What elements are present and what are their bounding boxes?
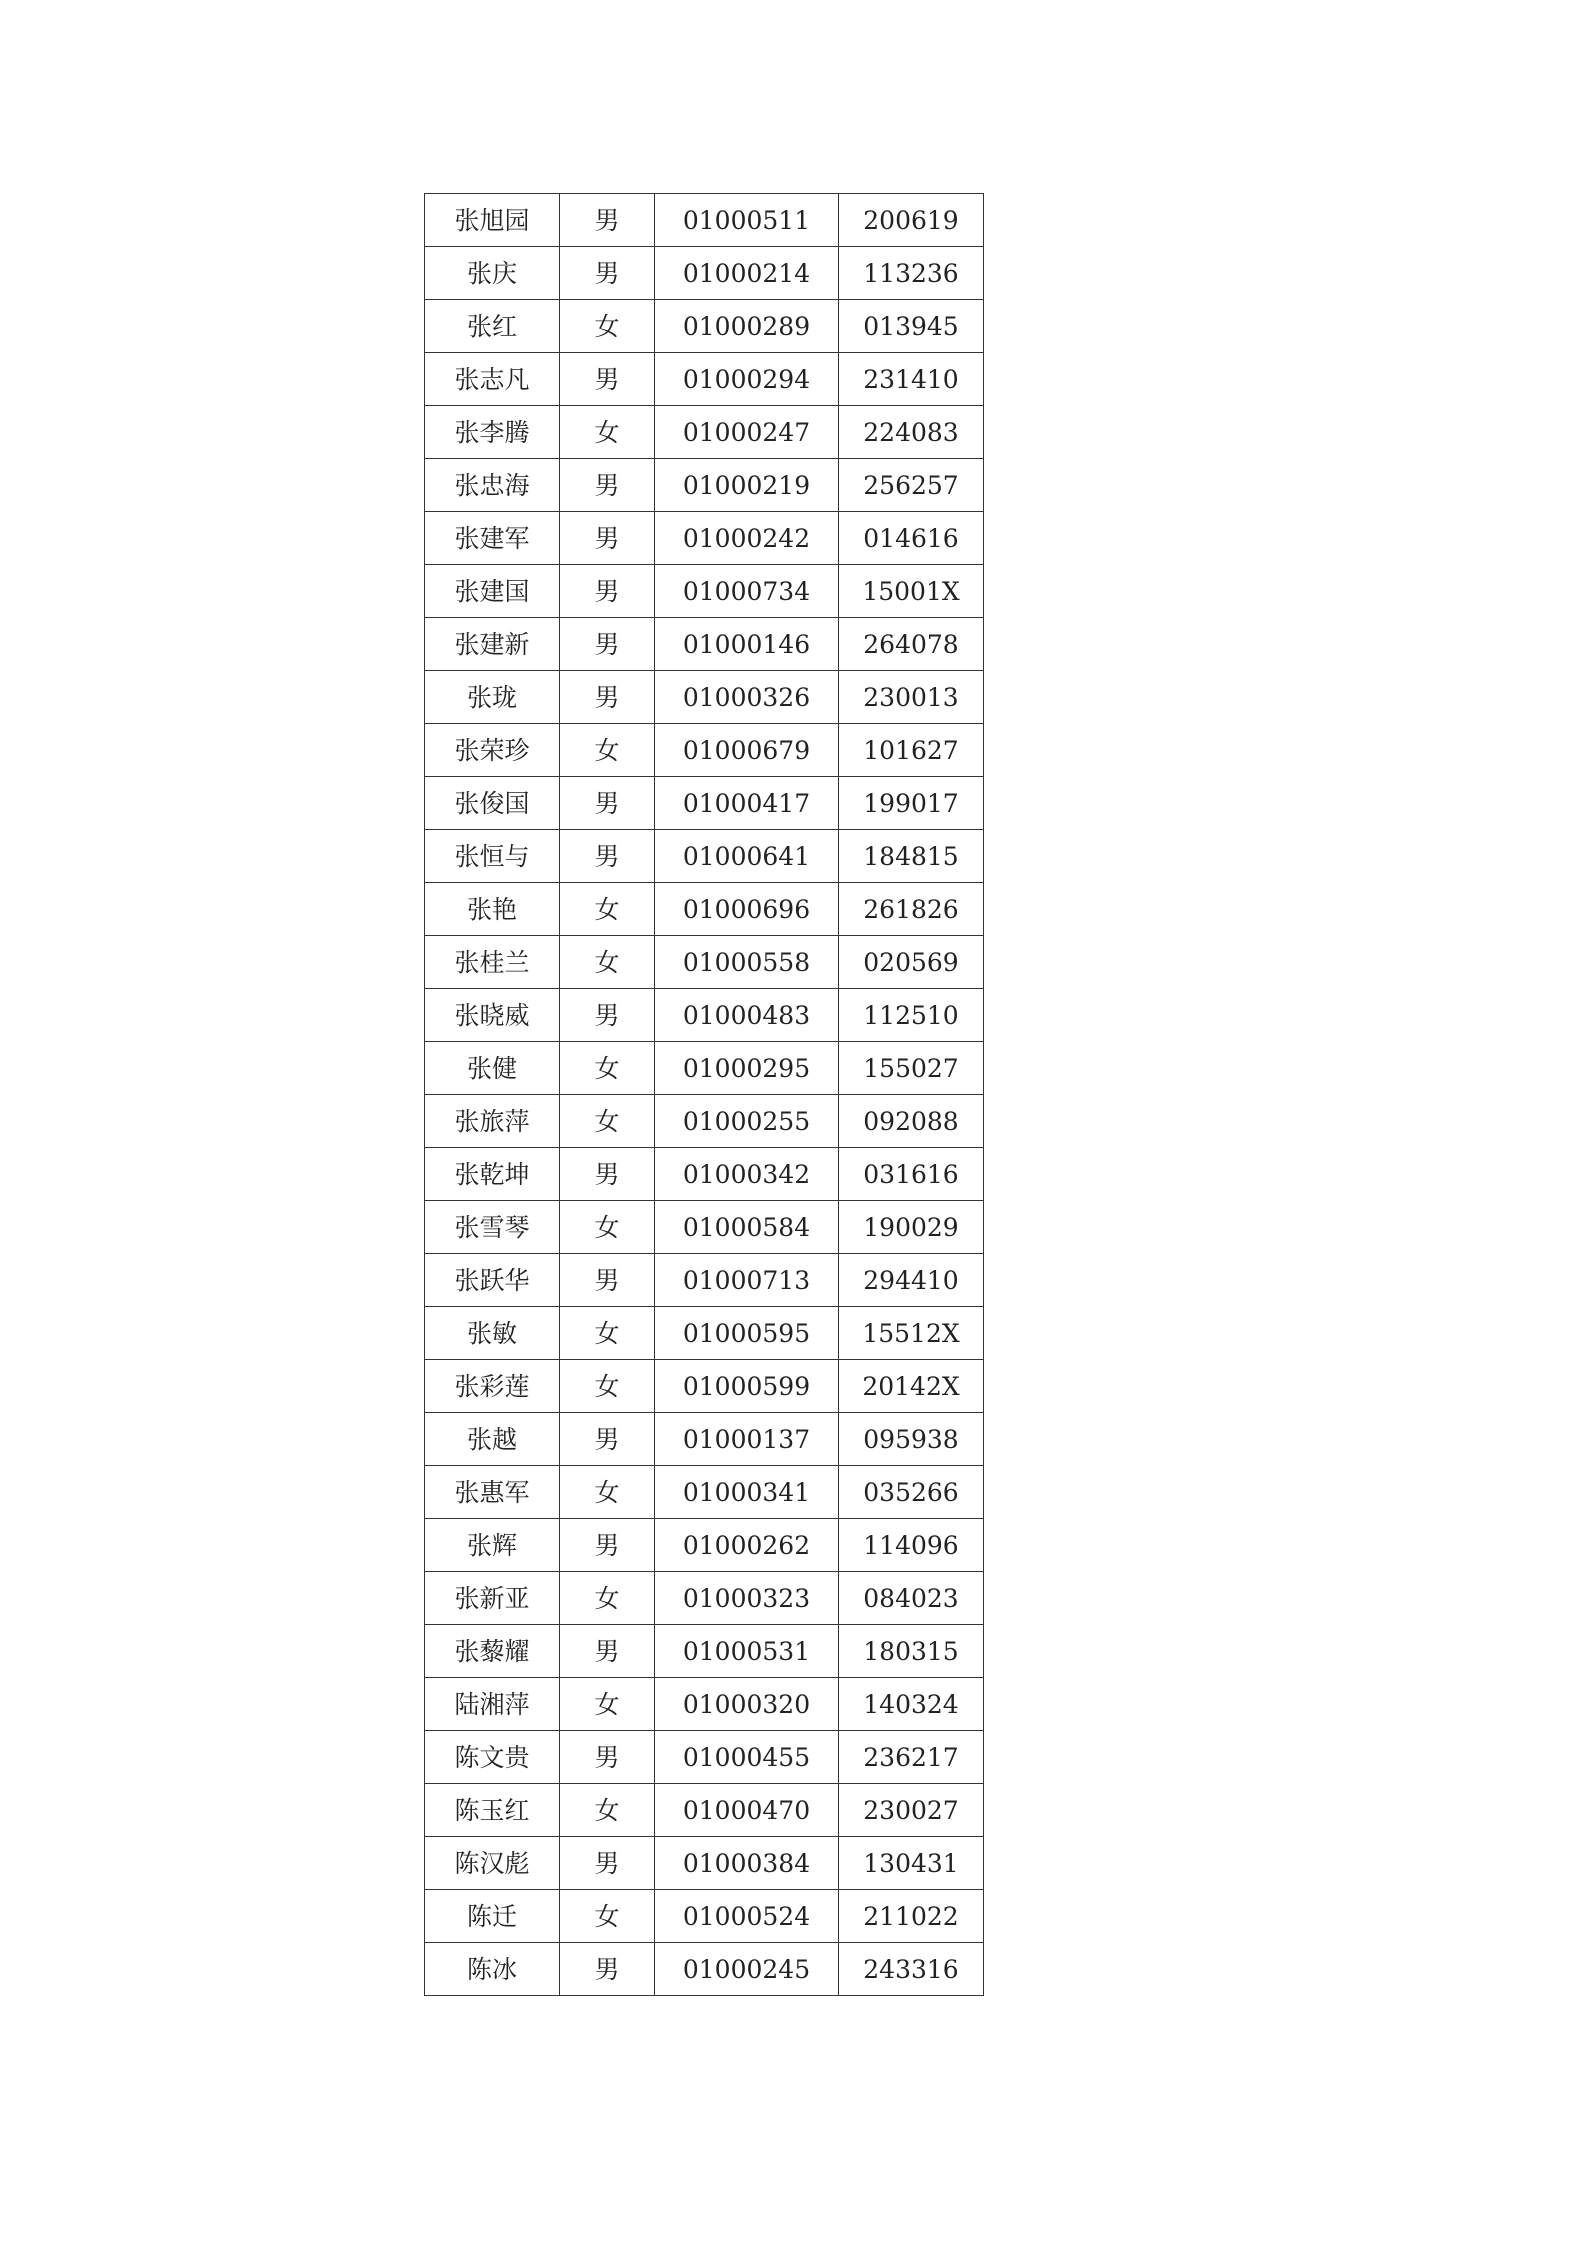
gender-cell: 女 — [560, 1890, 655, 1943]
name-cell: 陈汉彪 — [425, 1837, 560, 1890]
code-cell: 113236 — [839, 247, 984, 300]
table-row — [425, 406, 984, 459]
name-cell: 张新亚 — [425, 1572, 560, 1625]
name-cell: 张忠海 — [425, 459, 560, 512]
gender-cell: 男 — [560, 459, 655, 512]
gender-cell: 女 — [560, 724, 655, 777]
name-cell: 张建国 — [425, 565, 560, 618]
table-row — [425, 1678, 984, 1731]
gender-cell: 女 — [560, 1466, 655, 1519]
name-cell: 张庆 — [425, 247, 560, 300]
number-cell: 01000214 — [655, 247, 839, 300]
code-cell: 15512X — [839, 1307, 984, 1360]
name-cell: 张乾坤 — [425, 1148, 560, 1201]
gender-cell: 女 — [560, 1572, 655, 1625]
table-row — [425, 459, 984, 512]
gender-cell: 男 — [560, 830, 655, 883]
gender-cell: 男 — [560, 777, 655, 830]
name-cell: 陈迁 — [425, 1890, 560, 1943]
table-row — [425, 936, 984, 989]
name-cell: 张恒与 — [425, 830, 560, 883]
number-cell: 01000294 — [655, 353, 839, 406]
name-cell: 张珑 — [425, 671, 560, 724]
gender-cell: 女 — [560, 1042, 655, 1095]
table-row — [425, 989, 984, 1042]
table-row — [425, 512, 984, 565]
table-row — [425, 1413, 984, 1466]
name-cell: 张晓威 — [425, 989, 560, 1042]
code-cell: 264078 — [839, 618, 984, 671]
gender-cell: 女 — [560, 1360, 655, 1413]
code-cell: 230027 — [839, 1784, 984, 1837]
name-cell: 张健 — [425, 1042, 560, 1095]
gender-cell: 女 — [560, 1784, 655, 1837]
name-cell: 陆湘萍 — [425, 1678, 560, 1731]
table-row — [425, 565, 984, 618]
number-cell: 01000713 — [655, 1254, 839, 1307]
table-row — [425, 1837, 984, 1890]
table-row — [425, 300, 984, 353]
name-cell: 陈玉红 — [425, 1784, 560, 1837]
number-cell: 01000531 — [655, 1625, 839, 1678]
name-cell: 张旭园 — [425, 194, 560, 247]
name-cell: 张建新 — [425, 618, 560, 671]
code-cell: 092088 — [839, 1095, 984, 1148]
name-cell: 陈冰 — [425, 1943, 560, 1996]
gender-cell: 男 — [560, 989, 655, 1042]
table-row — [425, 1572, 984, 1625]
gender-cell: 男 — [560, 671, 655, 724]
table-row — [425, 883, 984, 936]
name-cell: 张建军 — [425, 512, 560, 565]
gender-cell: 男 — [560, 565, 655, 618]
code-cell: 095938 — [839, 1413, 984, 1466]
gender-cell: 女 — [560, 883, 655, 936]
gender-cell: 男 — [560, 194, 655, 247]
table-row — [425, 1890, 984, 1943]
number-cell: 01000417 — [655, 777, 839, 830]
number-cell: 01000242 — [655, 512, 839, 565]
name-cell: 张藜耀 — [425, 1625, 560, 1678]
table-row — [425, 1784, 984, 1837]
gender-cell: 女 — [560, 1678, 655, 1731]
gender-cell: 女 — [560, 300, 655, 353]
roster-table — [424, 193, 984, 1996]
name-cell: 张荣珍 — [425, 724, 560, 777]
code-cell: 261826 — [839, 883, 984, 936]
number-cell: 01000320 — [655, 1678, 839, 1731]
code-cell: 013945 — [839, 300, 984, 353]
table-row — [425, 247, 984, 300]
number-cell: 01000255 — [655, 1095, 839, 1148]
number-cell: 01000384 — [655, 1837, 839, 1890]
code-cell: 155027 — [839, 1042, 984, 1095]
name-cell: 张雪琴 — [425, 1201, 560, 1254]
number-cell: 01000524 — [655, 1890, 839, 1943]
number-cell: 01000511 — [655, 194, 839, 247]
table-row — [425, 1254, 984, 1307]
gender-cell: 男 — [560, 1413, 655, 1466]
gender-cell: 男 — [560, 1837, 655, 1890]
gender-cell: 男 — [560, 1519, 655, 1572]
code-cell: 236217 — [839, 1731, 984, 1784]
code-cell: 180315 — [839, 1625, 984, 1678]
code-cell: 224083 — [839, 406, 984, 459]
code-cell: 190029 — [839, 1201, 984, 1254]
name-cell: 陈文贵 — [425, 1731, 560, 1784]
code-cell: 231410 — [839, 353, 984, 406]
code-cell: 020569 — [839, 936, 984, 989]
name-cell: 张志凡 — [425, 353, 560, 406]
code-cell: 084023 — [839, 1572, 984, 1625]
table-row — [425, 1731, 984, 1784]
gender-cell: 男 — [560, 1254, 655, 1307]
number-cell: 01000245 — [655, 1943, 839, 1996]
gender-cell: 女 — [560, 1201, 655, 1254]
number-cell: 01000323 — [655, 1572, 839, 1625]
gender-cell: 男 — [560, 1943, 655, 1996]
code-cell: 114096 — [839, 1519, 984, 1572]
code-cell: 20142X — [839, 1360, 984, 1413]
number-cell: 01000342 — [655, 1148, 839, 1201]
table-row — [425, 724, 984, 777]
table-row — [425, 1042, 984, 1095]
table-row — [425, 830, 984, 883]
number-cell: 01000470 — [655, 1784, 839, 1837]
number-cell: 01000558 — [655, 936, 839, 989]
gender-cell: 男 — [560, 247, 655, 300]
table-row — [425, 353, 984, 406]
name-cell: 张桂兰 — [425, 936, 560, 989]
gender-cell: 女 — [560, 1307, 655, 1360]
gender-cell: 男 — [560, 1731, 655, 1784]
number-cell: 01000599 — [655, 1360, 839, 1413]
table-row — [425, 1360, 984, 1413]
code-cell: 200619 — [839, 194, 984, 247]
roster-table-body — [425, 194, 984, 1996]
table-row — [425, 1307, 984, 1360]
name-cell: 张跃华 — [425, 1254, 560, 1307]
number-cell: 01000341 — [655, 1466, 839, 1519]
number-cell: 01000734 — [655, 565, 839, 618]
number-cell: 01000262 — [655, 1519, 839, 1572]
code-cell: 230013 — [839, 671, 984, 724]
number-cell: 01000326 — [655, 671, 839, 724]
code-cell: 256257 — [839, 459, 984, 512]
code-cell: 031616 — [839, 1148, 984, 1201]
number-cell: 01000483 — [655, 989, 839, 1042]
code-cell: 294410 — [839, 1254, 984, 1307]
number-cell: 01000137 — [655, 1413, 839, 1466]
number-cell: 01000679 — [655, 724, 839, 777]
name-cell: 张俊国 — [425, 777, 560, 830]
name-cell: 张艳 — [425, 883, 560, 936]
code-cell: 112510 — [839, 989, 984, 1042]
table-row — [425, 1201, 984, 1254]
code-cell: 184815 — [839, 830, 984, 883]
gender-cell: 男 — [560, 618, 655, 671]
gender-cell: 男 — [560, 1148, 655, 1201]
table-row — [425, 1148, 984, 1201]
code-cell: 101627 — [839, 724, 984, 777]
table-row — [425, 618, 984, 671]
table-row — [425, 194, 984, 247]
name-cell: 张敏 — [425, 1307, 560, 1360]
gender-cell: 男 — [560, 353, 655, 406]
code-cell: 199017 — [839, 777, 984, 830]
table-row — [425, 777, 984, 830]
name-cell: 张越 — [425, 1413, 560, 1466]
code-cell: 130431 — [839, 1837, 984, 1890]
gender-cell: 男 — [560, 512, 655, 565]
number-cell: 01000455 — [655, 1731, 839, 1784]
code-cell: 15001X — [839, 565, 984, 618]
name-cell: 张李腾 — [425, 406, 560, 459]
table-row — [425, 1466, 984, 1519]
number-cell: 01000289 — [655, 300, 839, 353]
gender-cell: 女 — [560, 1095, 655, 1148]
code-cell: 243316 — [839, 1943, 984, 1996]
table-row — [425, 1095, 984, 1148]
code-cell: 014616 — [839, 512, 984, 565]
table-row — [425, 1519, 984, 1572]
number-cell: 01000247 — [655, 406, 839, 459]
name-cell: 张辉 — [425, 1519, 560, 1572]
number-cell: 01000146 — [655, 618, 839, 671]
number-cell: 01000641 — [655, 830, 839, 883]
number-cell: 01000696 — [655, 883, 839, 936]
name-cell: 张红 — [425, 300, 560, 353]
name-cell: 张惠军 — [425, 1466, 560, 1519]
code-cell: 211022 — [839, 1890, 984, 1943]
table-row — [425, 1943, 984, 1996]
number-cell: 01000295 — [655, 1042, 839, 1095]
gender-cell: 男 — [560, 1625, 655, 1678]
table-row — [425, 1625, 984, 1678]
name-cell: 张旅萍 — [425, 1095, 560, 1148]
code-cell: 035266 — [839, 1466, 984, 1519]
table-row — [425, 671, 984, 724]
name-cell: 张彩莲 — [425, 1360, 560, 1413]
number-cell: 01000595 — [655, 1307, 839, 1360]
number-cell: 01000584 — [655, 1201, 839, 1254]
gender-cell: 女 — [560, 936, 655, 989]
gender-cell: 女 — [560, 406, 655, 459]
code-cell: 140324 — [839, 1678, 984, 1731]
number-cell: 01000219 — [655, 459, 839, 512]
